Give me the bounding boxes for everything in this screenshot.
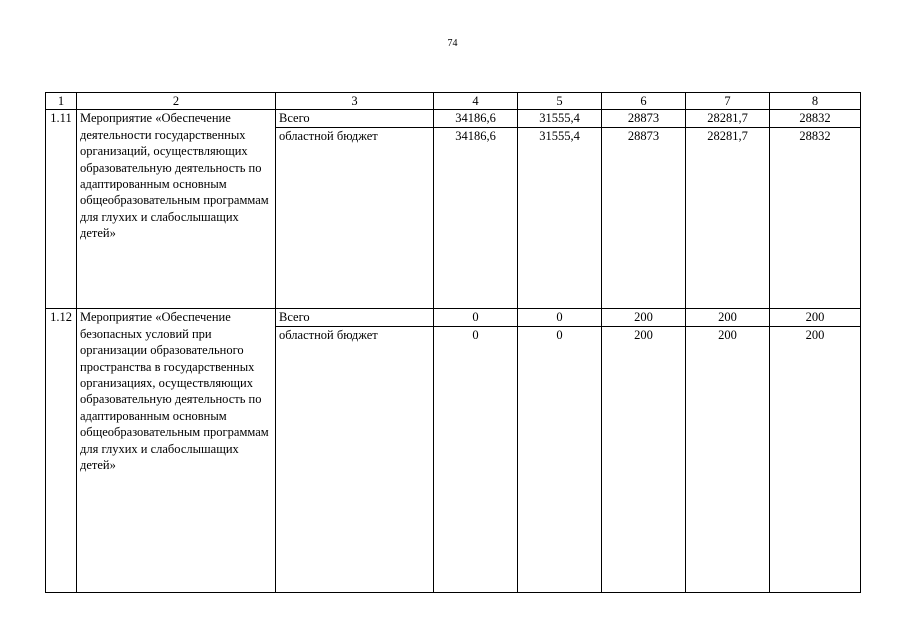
program-activities-table <box>45 92 861 593</box>
table-row <box>46 309 861 327</box>
activity-index: 1.12 <box>46 309 77 593</box>
activity-description: Мероприятие «Обеспечение безопасных условий при организации образовательного пространства в государственных организациях, осуществляющих образовательную деятельность по адаптированным основным общеобразовательным программам для глухих и слабослышащих детей» <box>77 309 276 593</box>
amount-cell: 31555,4 <box>518 128 602 309</box>
funding-source: областной бюджет <box>276 327 434 593</box>
amount-cell: 28281,7 <box>686 110 770 128</box>
column-header: 4 <box>434 93 518 110</box>
amount-cell: 34186,6 <box>434 128 518 309</box>
activity-index: 1.11 <box>46 110 77 309</box>
amount-cell: 0 <box>434 327 518 593</box>
amount-cell: 28832 <box>770 110 861 128</box>
column-header: 1 <box>46 93 77 110</box>
amount-cell: 0 <box>434 309 518 327</box>
amount-cell: 200 <box>602 327 686 593</box>
table-row <box>46 110 861 128</box>
column-header: 2 <box>77 93 276 110</box>
column-header: 5 <box>518 93 602 110</box>
amount-cell: 0 <box>518 327 602 593</box>
amount-cell: 0 <box>518 309 602 327</box>
amount-cell: 28281,7 <box>686 128 770 309</box>
amount-cell: 31555,4 <box>518 110 602 128</box>
column-header: 7 <box>686 93 770 110</box>
funding-source: Всего <box>276 309 434 327</box>
activity-description: Мероприятие «Обеспечение деятельности государственных организаций, осуществляющих образовательную деятельность по адаптированным основным общеобразовательным программам для глухих и слабослышащих детей» <box>77 110 276 309</box>
page-number: 74 <box>447 38 458 49</box>
column-header: 6 <box>602 93 686 110</box>
amount-cell: 28873 <box>602 128 686 309</box>
column-header: 3 <box>276 93 434 110</box>
amount-cell: 28832 <box>770 128 861 309</box>
amount-cell: 34186,6 <box>434 110 518 128</box>
funding-source: Всего <box>276 110 434 128</box>
column-header: 8 <box>770 93 861 110</box>
table-header-row <box>46 93 861 110</box>
funding-source: областной бюджет <box>276 128 434 309</box>
amount-cell: 200 <box>770 309 861 327</box>
amount-cell: 28873 <box>602 110 686 128</box>
amount-cell: 200 <box>602 309 686 327</box>
amount-cell: 200 <box>686 327 770 593</box>
amount-cell: 200 <box>770 327 861 593</box>
amount-cell: 200 <box>686 309 770 327</box>
